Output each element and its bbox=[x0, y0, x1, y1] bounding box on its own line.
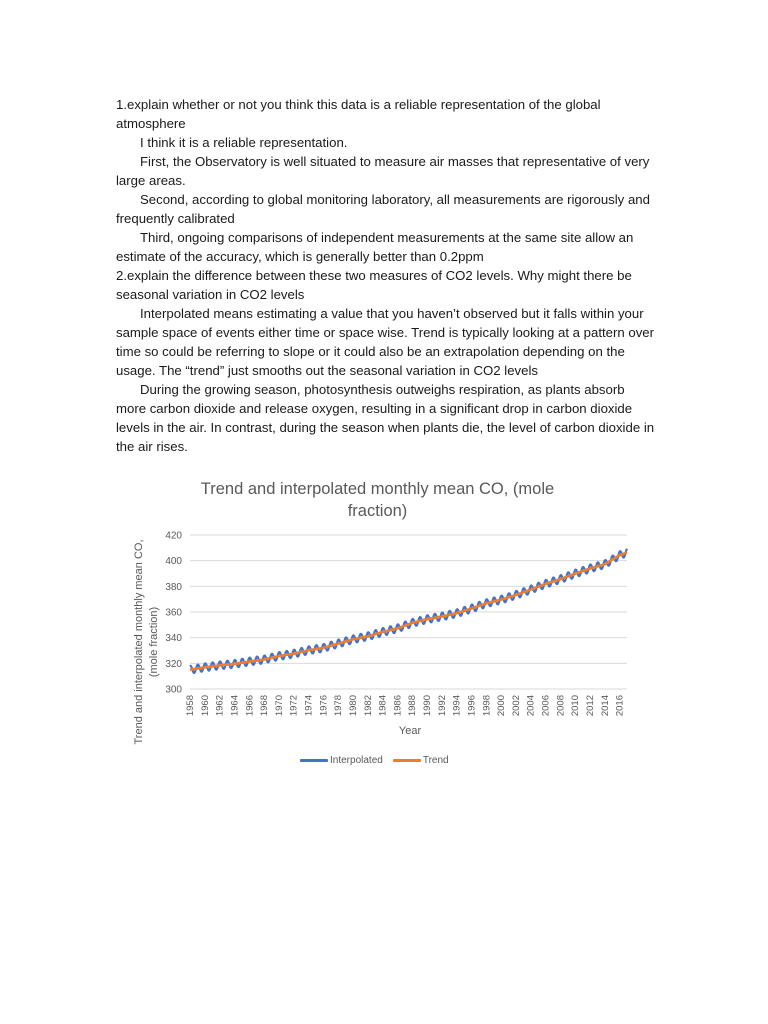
y-tick-label: 420 bbox=[165, 530, 182, 542]
x-tick-label: 1990 bbox=[422, 695, 434, 717]
x-tick-label: 1976 bbox=[318, 695, 330, 717]
legend-item-trend bbox=[393, 755, 449, 766]
legend-label-interpolated: Interpolated bbox=[330, 755, 383, 766]
y-tick-label: 360 bbox=[165, 607, 182, 619]
x-tick-label: 1960 bbox=[199, 695, 211, 717]
x-tick-label: 1978 bbox=[333, 695, 345, 717]
x-tick-label: 1986 bbox=[392, 695, 404, 717]
x-tick-label: 2010 bbox=[570, 695, 582, 717]
x-tick-label: 2016 bbox=[614, 695, 626, 717]
legend-item-interpolated bbox=[300, 755, 383, 766]
x-tick-label: 1980 bbox=[347, 695, 359, 717]
legend-swatch-trend bbox=[393, 759, 421, 762]
x-tick-label: 1966 bbox=[244, 695, 256, 717]
x-tick-label: 2006 bbox=[540, 695, 552, 717]
x-tick-label: 1996 bbox=[466, 695, 478, 717]
x-tick-label: 2004 bbox=[525, 695, 537, 717]
legend-label-trend: Trend bbox=[422, 755, 449, 766]
x-tick-label: 1958 bbox=[185, 695, 196, 717]
series-line-interpolated bbox=[190, 549, 627, 673]
x-tick-label: 1968 bbox=[259, 695, 271, 717]
y-axis-label-line1: Trend and interpolated monthly mean CO, bbox=[133, 539, 145, 745]
x-tick-label: 1974 bbox=[303, 695, 315, 717]
x-axis-label: Year bbox=[398, 725, 422, 737]
legend-swatch-interpolated bbox=[300, 759, 328, 762]
x-tick-label: 2008 bbox=[555, 695, 567, 717]
x-tick-label: 1962 bbox=[214, 695, 226, 717]
x-tick-label: 1992 bbox=[436, 695, 448, 717]
x-tick-label: 2002 bbox=[510, 695, 522, 717]
chart-title: Trend and interpolated monthly mean CO, (mole fraction) bbox=[200, 480, 555, 520]
x-tick-label: 1964 bbox=[229, 695, 241, 717]
x-tick-label: 1994 bbox=[451, 695, 463, 717]
paragraph: 1.explain whether or not you think this data is a reliable representation of the global atmosphere bbox=[116, 97, 601, 131]
y-tick-label: 380 bbox=[165, 581, 182, 593]
series-line-trend bbox=[190, 552, 627, 669]
x-tick-label: 1988 bbox=[407, 695, 419, 717]
x-tick-label: 2014 bbox=[599, 695, 611, 717]
y-tick-label: 320 bbox=[165, 658, 182, 670]
paragraph: 2.explain the difference between these two measures of CO2 levels. Why might there be seasonal variation in CO2 levels bbox=[116, 268, 632, 302]
y-tick-label: 300 bbox=[165, 684, 182, 696]
y-tick-label: 400 bbox=[165, 556, 182, 568]
x-tick-label: 1998 bbox=[481, 695, 493, 717]
x-tick-label: 1982 bbox=[362, 695, 374, 717]
chart-legend bbox=[300, 755, 459, 766]
x-tick-label: 1972 bbox=[288, 695, 300, 717]
x-tick-label: 1970 bbox=[273, 695, 285, 717]
x-tick-label: 1984 bbox=[377, 695, 389, 717]
paragraph: Second, according to global monitoring laboratory, all measurements are rigorously and frequently calibrated bbox=[116, 192, 650, 226]
paragraph: First, the Observatory is well situated to measure air masses that representative of very large areas. bbox=[116, 154, 650, 188]
paragraph: Third, ongoing comparisons of independent measurements at the same site allow an estimate of the accuracy, which is generally better than 0.2ppm bbox=[116, 230, 634, 264]
y-axis-label-line2: (mole fraction) bbox=[148, 606, 160, 678]
x-tick-label: 2012 bbox=[584, 695, 596, 717]
paragraph: During the growing season, photosynthesis outweighs respiration, as plants absorb more carbon dioxide and release oxygen, resulting in a significant drop in carbon dioxide levels in the air. In contrast, during the season when plants die, the level of carbon dioxide in the air rises. bbox=[116, 382, 655, 454]
paragraph: Interpolated means estimating a value that you haven’t observed but it falls within your sample space of events either time or space wise. Trend is typically looking at a pattern over time so could be referring to slope or it could also be an extrapolation depending on the usage. The “trend” just smooths out the seasonal variation in CO2 levels bbox=[116, 306, 655, 378]
y-tick-label: 340 bbox=[165, 633, 182, 645]
x-tick-label: 2000 bbox=[496, 695, 508, 717]
paragraph: I think it is a reliable representation. bbox=[140, 135, 348, 150]
